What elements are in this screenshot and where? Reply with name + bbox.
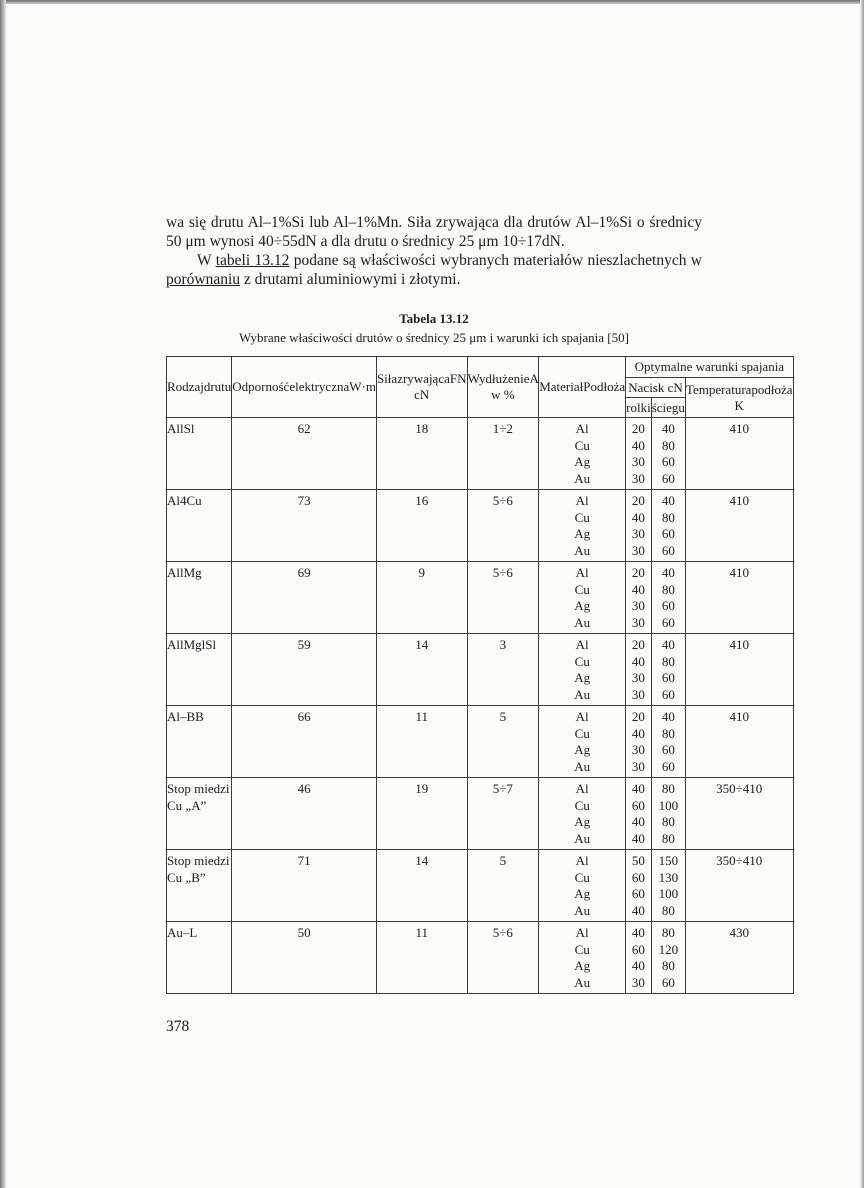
- stack-line: Cu „B”: [167, 869, 206, 885]
- cell-stack: [539, 637, 625, 703]
- stack-line: Au: [574, 686, 591, 702]
- cell-resistance: 62: [232, 418, 377, 490]
- stack-line: Ag: [574, 958, 591, 973]
- stack-line: 20: [631, 637, 645, 652]
- header-rodzaj: [167, 357, 232, 418]
- paragraph-2: [166, 251, 702, 289]
- stack-line: 40: [631, 830, 645, 846]
- stack-line: 80: [661, 814, 675, 829]
- stack-line: Materiał: [539, 379, 584, 394]
- stack-line: 60: [661, 670, 675, 685]
- stack-line: Cu: [574, 509, 590, 525]
- stack-line: 100: [658, 797, 679, 813]
- stack-line: Ag: [574, 598, 591, 613]
- stack-line: 80: [661, 958, 675, 973]
- stack-line: 50: [631, 853, 645, 868]
- stack-line: 80: [661, 725, 675, 741]
- cell-wire-type: [167, 706, 232, 778]
- cell-stack: [626, 709, 651, 775]
- stack-line: 20: [631, 493, 645, 508]
- cell-elongation: 5÷6: [467, 562, 539, 634]
- cell-stack: [167, 493, 231, 510]
- cell-stack: [167, 709, 231, 726]
- stack-line: Cu „A”: [167, 797, 207, 813]
- cell-stack: [167, 565, 231, 582]
- table-row: [167, 418, 794, 490]
- cell-stack: [626, 421, 651, 487]
- stack-line: Temperatura: [685, 381, 752, 397]
- cell-wire-type: [167, 562, 232, 634]
- page-right-edge: [860, 0, 864, 1188]
- stack-line: 60: [631, 797, 645, 813]
- table-caption: Wybrane właściwości drutów o średnicy 25 μm i warunki ich spajania [50]: [239, 330, 629, 345]
- stack-line: Cu: [574, 725, 590, 741]
- header-temperatura-lines: [686, 382, 793, 413]
- page-top-edge: [0, 0, 864, 4]
- stack-line: 60: [661, 454, 675, 469]
- stack-line: 60: [661, 742, 675, 757]
- cell-stack: [167, 853, 231, 886]
- cell-pressure-stitch: [651, 562, 685, 634]
- cell-breaking-force: 19: [376, 778, 467, 850]
- stack-line: 80: [661, 509, 675, 525]
- cell-pressure-stitch: [651, 706, 685, 778]
- stack-line: 40: [631, 653, 645, 669]
- stack-line: 30: [631, 974, 645, 990]
- stack-line: 60: [661, 526, 675, 541]
- stack-line: Au: [574, 470, 591, 486]
- cell-breaking-force: 14: [376, 850, 467, 922]
- stack-line: Al: [575, 565, 589, 580]
- header-rodzaj-lines: [167, 379, 231, 394]
- cell-breaking-force: 9: [376, 562, 467, 634]
- cell-substrate-material: [539, 706, 626, 778]
- header-wydluzenie: [467, 357, 539, 418]
- cell-stack: [539, 565, 625, 631]
- cell-pressure-roller: [626, 418, 652, 490]
- stack-line: W·m: [349, 379, 376, 394]
- stack-line: Ag: [574, 670, 591, 685]
- header-material-lines: [539, 379, 625, 394]
- stack-line: 120: [658, 941, 679, 957]
- cell-substrate-temperature: 410: [685, 634, 793, 706]
- cell-substrate-temperature: 410: [685, 418, 793, 490]
- stack-line: AllMg: [167, 565, 202, 580]
- cell-substrate-temperature: 350÷410: [685, 850, 793, 922]
- cell-resistance: 50: [232, 922, 377, 994]
- cell-substrate-material: [539, 418, 626, 490]
- cell-pressure-roller: [626, 706, 652, 778]
- stack-line: Stop miedzi: [167, 853, 230, 868]
- cell-breaking-force: 18: [376, 418, 467, 490]
- cell-wire-type: [167, 778, 232, 850]
- cell-stack: [652, 637, 685, 703]
- cell-stack: [652, 421, 685, 487]
- table-row: [167, 706, 794, 778]
- stack-line: 60: [631, 886, 645, 901]
- stack-line: 80: [661, 830, 675, 846]
- cell-elongation: 5: [467, 706, 539, 778]
- paragraph-2-after: z drutami aluminiowymi i złotymi.: [240, 271, 461, 288]
- stack-line: 130: [658, 869, 679, 885]
- stack-line: Al–BB: [167, 709, 204, 724]
- stack-line: 30: [631, 470, 645, 486]
- stack-line: 40: [631, 925, 645, 940]
- stack-line: 40: [631, 781, 645, 796]
- stack-line: Al: [575, 709, 589, 724]
- cell-stack: [167, 421, 231, 438]
- header-material: [539, 357, 626, 418]
- stack-line: 80: [661, 781, 675, 796]
- cell-substrate-temperature: 430: [685, 922, 793, 994]
- cell-substrate-material: [539, 634, 626, 706]
- header-wydluzenie-lines: [468, 371, 539, 402]
- cell-stack: [652, 781, 685, 847]
- cell-breaking-force: 11: [376, 706, 467, 778]
- stack-line: 40: [631, 509, 645, 525]
- stack-line: 20: [631, 565, 645, 580]
- stack-line: 80: [661, 653, 675, 669]
- cell-stack: [539, 709, 625, 775]
- stack-line: FN cN: [414, 371, 467, 402]
- stack-line: Au: [574, 542, 591, 558]
- cell-resistance: 73: [232, 490, 377, 562]
- cell-elongation: 5÷7: [467, 778, 539, 850]
- cell-pressure-roller: [626, 634, 652, 706]
- header-sila: [376, 357, 467, 418]
- stack-line: Au: [574, 614, 591, 630]
- stack-line: AllSl: [167, 421, 195, 436]
- cell-substrate-material: [539, 562, 626, 634]
- cell-substrate-temperature: 350÷410: [685, 778, 793, 850]
- wire-properties-table: [166, 356, 794, 994]
- cell-stack: [539, 493, 625, 559]
- underlined-word: porównaniu: [166, 271, 241, 288]
- cell-substrate-temperature: 410: [685, 490, 793, 562]
- stack-line: Cu: [574, 869, 590, 885]
- cell-stack: [652, 565, 685, 631]
- stack-line: Wydłużenie: [467, 371, 530, 386]
- stack-line: 40: [661, 565, 675, 580]
- cell-stack: [652, 853, 685, 919]
- cell-elongation: 5: [467, 850, 539, 922]
- cell-elongation: 1÷2: [467, 418, 539, 490]
- stack-line: Cu: [574, 437, 590, 453]
- stack-line: AllMglSl: [167, 637, 217, 652]
- paragraph-1: wa się drutu Al–1%Si lub Al–1%Mn. Siła zrywająca dla drutów Al–1%Si o średnicy 50 μm wynosi 40÷55dN a dla drutu o średnicy 25 μm 10÷17dN.: [166, 214, 702, 250]
- stack-line: 30: [631, 758, 645, 774]
- cell-wire-type: [167, 418, 232, 490]
- stack-line: Al: [575, 781, 589, 796]
- stack-line: Cu: [574, 581, 590, 597]
- stack-line: 40: [661, 493, 675, 508]
- stack-line: Cu: [574, 653, 590, 669]
- stack-line: 20: [631, 421, 645, 436]
- cell-pressure-roller: [626, 922, 652, 994]
- table-row: [167, 850, 794, 922]
- stack-line: 30: [631, 670, 645, 685]
- table-row: [167, 922, 794, 994]
- header-optymalne: Optymalne warunki spajania: [626, 357, 793, 378]
- cell-stack: [167, 781, 231, 814]
- stack-line: 30: [631, 742, 645, 757]
- header-sciegu: ściegu: [651, 398, 685, 418]
- stack-line: 60: [631, 869, 645, 885]
- stack-line: 30: [631, 686, 645, 702]
- stack-line: Au: [574, 974, 591, 990]
- stack-line: 80: [661, 581, 675, 597]
- stack-line: 60: [661, 686, 675, 702]
- cell-stack: [652, 709, 685, 775]
- stack-line: 60: [661, 758, 675, 774]
- stack-line: Siła: [376, 371, 398, 386]
- cell-resistance: 46: [232, 778, 377, 850]
- stack-line: 30: [631, 454, 645, 469]
- stack-line: zrywająca: [397, 371, 450, 386]
- cell-elongation: 5÷6: [467, 922, 539, 994]
- stack-line: Ag: [574, 814, 591, 829]
- stack-line: 60: [661, 542, 675, 558]
- stack-line: 60: [661, 614, 675, 630]
- cell-substrate-material: [539, 778, 626, 850]
- header-temperatura: [685, 378, 793, 418]
- cell-breaking-force: 14: [376, 634, 467, 706]
- stack-line: 30: [631, 598, 645, 613]
- stack-line: Ag: [574, 526, 591, 541]
- table-row: [167, 634, 794, 706]
- page-left-edge: [0, 0, 6, 1188]
- cell-stack: [652, 925, 685, 991]
- cell-resistance: 69: [232, 562, 377, 634]
- stack-line: Au: [574, 902, 591, 918]
- stack-line: 60: [661, 598, 675, 613]
- stack-line: Al: [575, 853, 589, 868]
- cell-stack: [626, 565, 651, 631]
- stack-line: Ag: [574, 742, 591, 757]
- cell-stack: [626, 493, 651, 559]
- stack-line: 40: [631, 581, 645, 597]
- stack-line: 40: [631, 814, 645, 829]
- cell-breaking-force: 16: [376, 490, 467, 562]
- cell-wire-type: [167, 490, 232, 562]
- page-number: 378: [166, 1018, 190, 1035]
- table-row: [167, 778, 794, 850]
- stack-line: Au: [574, 830, 591, 846]
- header-sila-lines: [377, 371, 467, 402]
- stack-line: Stop miedzi: [167, 781, 230, 796]
- cell-elongation: 3: [467, 634, 539, 706]
- cell-pressure-stitch: [651, 490, 685, 562]
- stack-line: Al: [575, 637, 589, 652]
- cell-elongation: 5÷6: [467, 490, 539, 562]
- cell-resistance: 66: [232, 706, 377, 778]
- cell-pressure-stitch: [651, 634, 685, 706]
- cell-substrate-material: [539, 922, 626, 994]
- stack-line: Au–L: [167, 925, 198, 940]
- stack-line: Cu: [574, 941, 590, 957]
- cell-wire-type: [167, 634, 232, 706]
- cell-substrate-material: [539, 490, 626, 562]
- cell-stack: [167, 637, 231, 654]
- stack-line: 80: [661, 925, 675, 940]
- stack-line: 40: [631, 725, 645, 741]
- stack-line: 80: [661, 902, 675, 918]
- cell-stack: [652, 493, 685, 559]
- stack-line: 20: [631, 709, 645, 724]
- stack-line: 40: [631, 958, 645, 973]
- stack-line: 150: [658, 853, 679, 868]
- header-rolki: rolki: [626, 398, 652, 418]
- table-reference: tabeli 13.12: [215, 252, 290, 269]
- cell-pressure-roller: [626, 562, 652, 634]
- table-row: [167, 490, 794, 562]
- stack-line: 30: [631, 526, 645, 541]
- cell-substrate-temperature: 410: [685, 706, 793, 778]
- cell-stack: [539, 421, 625, 487]
- cell-pressure-roller: [626, 778, 652, 850]
- cell-stack: [167, 925, 231, 942]
- cell-resistance: 71: [232, 850, 377, 922]
- stack-line: A w %: [491, 371, 539, 402]
- stack-line: Al: [575, 493, 589, 508]
- stack-line: Au: [574, 758, 591, 774]
- cell-pressure-stitch: [651, 850, 685, 922]
- cell-wire-type: [167, 850, 232, 922]
- header-nacisk: Nacisk cN: [626, 378, 686, 398]
- stack-line: Ag: [574, 454, 591, 469]
- stack-line: Odporność: [232, 379, 290, 394]
- stack-line: Al4Cu: [167, 493, 202, 508]
- stack-line: podłoża K: [734, 381, 793, 413]
- stack-line: drutu: [203, 379, 232, 394]
- stack-line: Podłoża: [583, 379, 626, 394]
- cell-wire-type: [167, 922, 232, 994]
- cell-resistance: 59: [232, 634, 377, 706]
- cell-stack: [626, 925, 651, 991]
- stack-line: 30: [631, 614, 645, 630]
- body-text: [166, 213, 702, 289]
- stack-line: 40: [661, 637, 675, 652]
- stack-line: 60: [661, 974, 675, 990]
- stack-line: 40: [631, 902, 645, 918]
- cell-stack: [626, 637, 651, 703]
- table-title: Tabela 13.12: [399, 311, 469, 326]
- stack-line: 40: [661, 421, 675, 436]
- stack-line: 60: [631, 941, 645, 957]
- paragraph-2-middle: podane są właściwości wybranych materiałów nieszlachetnych w: [289, 252, 702, 269]
- stack-line: elektryczna: [289, 379, 350, 394]
- stack-line: 60: [661, 470, 675, 486]
- stack-line: 40: [631, 437, 645, 453]
- cell-substrate-material: [539, 850, 626, 922]
- stack-line: 80: [661, 437, 675, 453]
- stack-line: 40: [661, 709, 675, 724]
- cell-stack: [626, 853, 651, 919]
- cell-pressure-stitch: [651, 418, 685, 490]
- stack-line: Al: [575, 925, 589, 940]
- cell-stack: [626, 781, 651, 847]
- cell-pressure-roller: [626, 490, 652, 562]
- table-body: [167, 418, 794, 994]
- cell-stack: [539, 925, 625, 991]
- stack-line: 30: [631, 542, 645, 558]
- stack-line: Ag: [574, 886, 591, 901]
- cell-substrate-temperature: 410: [685, 562, 793, 634]
- cell-pressure-stitch: [651, 922, 685, 994]
- header-odpornosc: [232, 357, 377, 418]
- stack-line: Al: [575, 421, 589, 436]
- cell-stack: [539, 781, 625, 847]
- header-odpornosc-lines: [232, 379, 376, 394]
- stack-line: Cu: [574, 797, 590, 813]
- cell-pressure-roller: [626, 850, 652, 922]
- stack-line: 100: [658, 886, 679, 901]
- cell-pressure-stitch: [651, 778, 685, 850]
- cell-stack: [539, 853, 625, 919]
- table-row: [167, 562, 794, 634]
- paragraph-2-before: W: [197, 252, 216, 269]
- stack-line: Rodzaj: [167, 379, 204, 394]
- cell-breaking-force: 11: [376, 922, 467, 994]
